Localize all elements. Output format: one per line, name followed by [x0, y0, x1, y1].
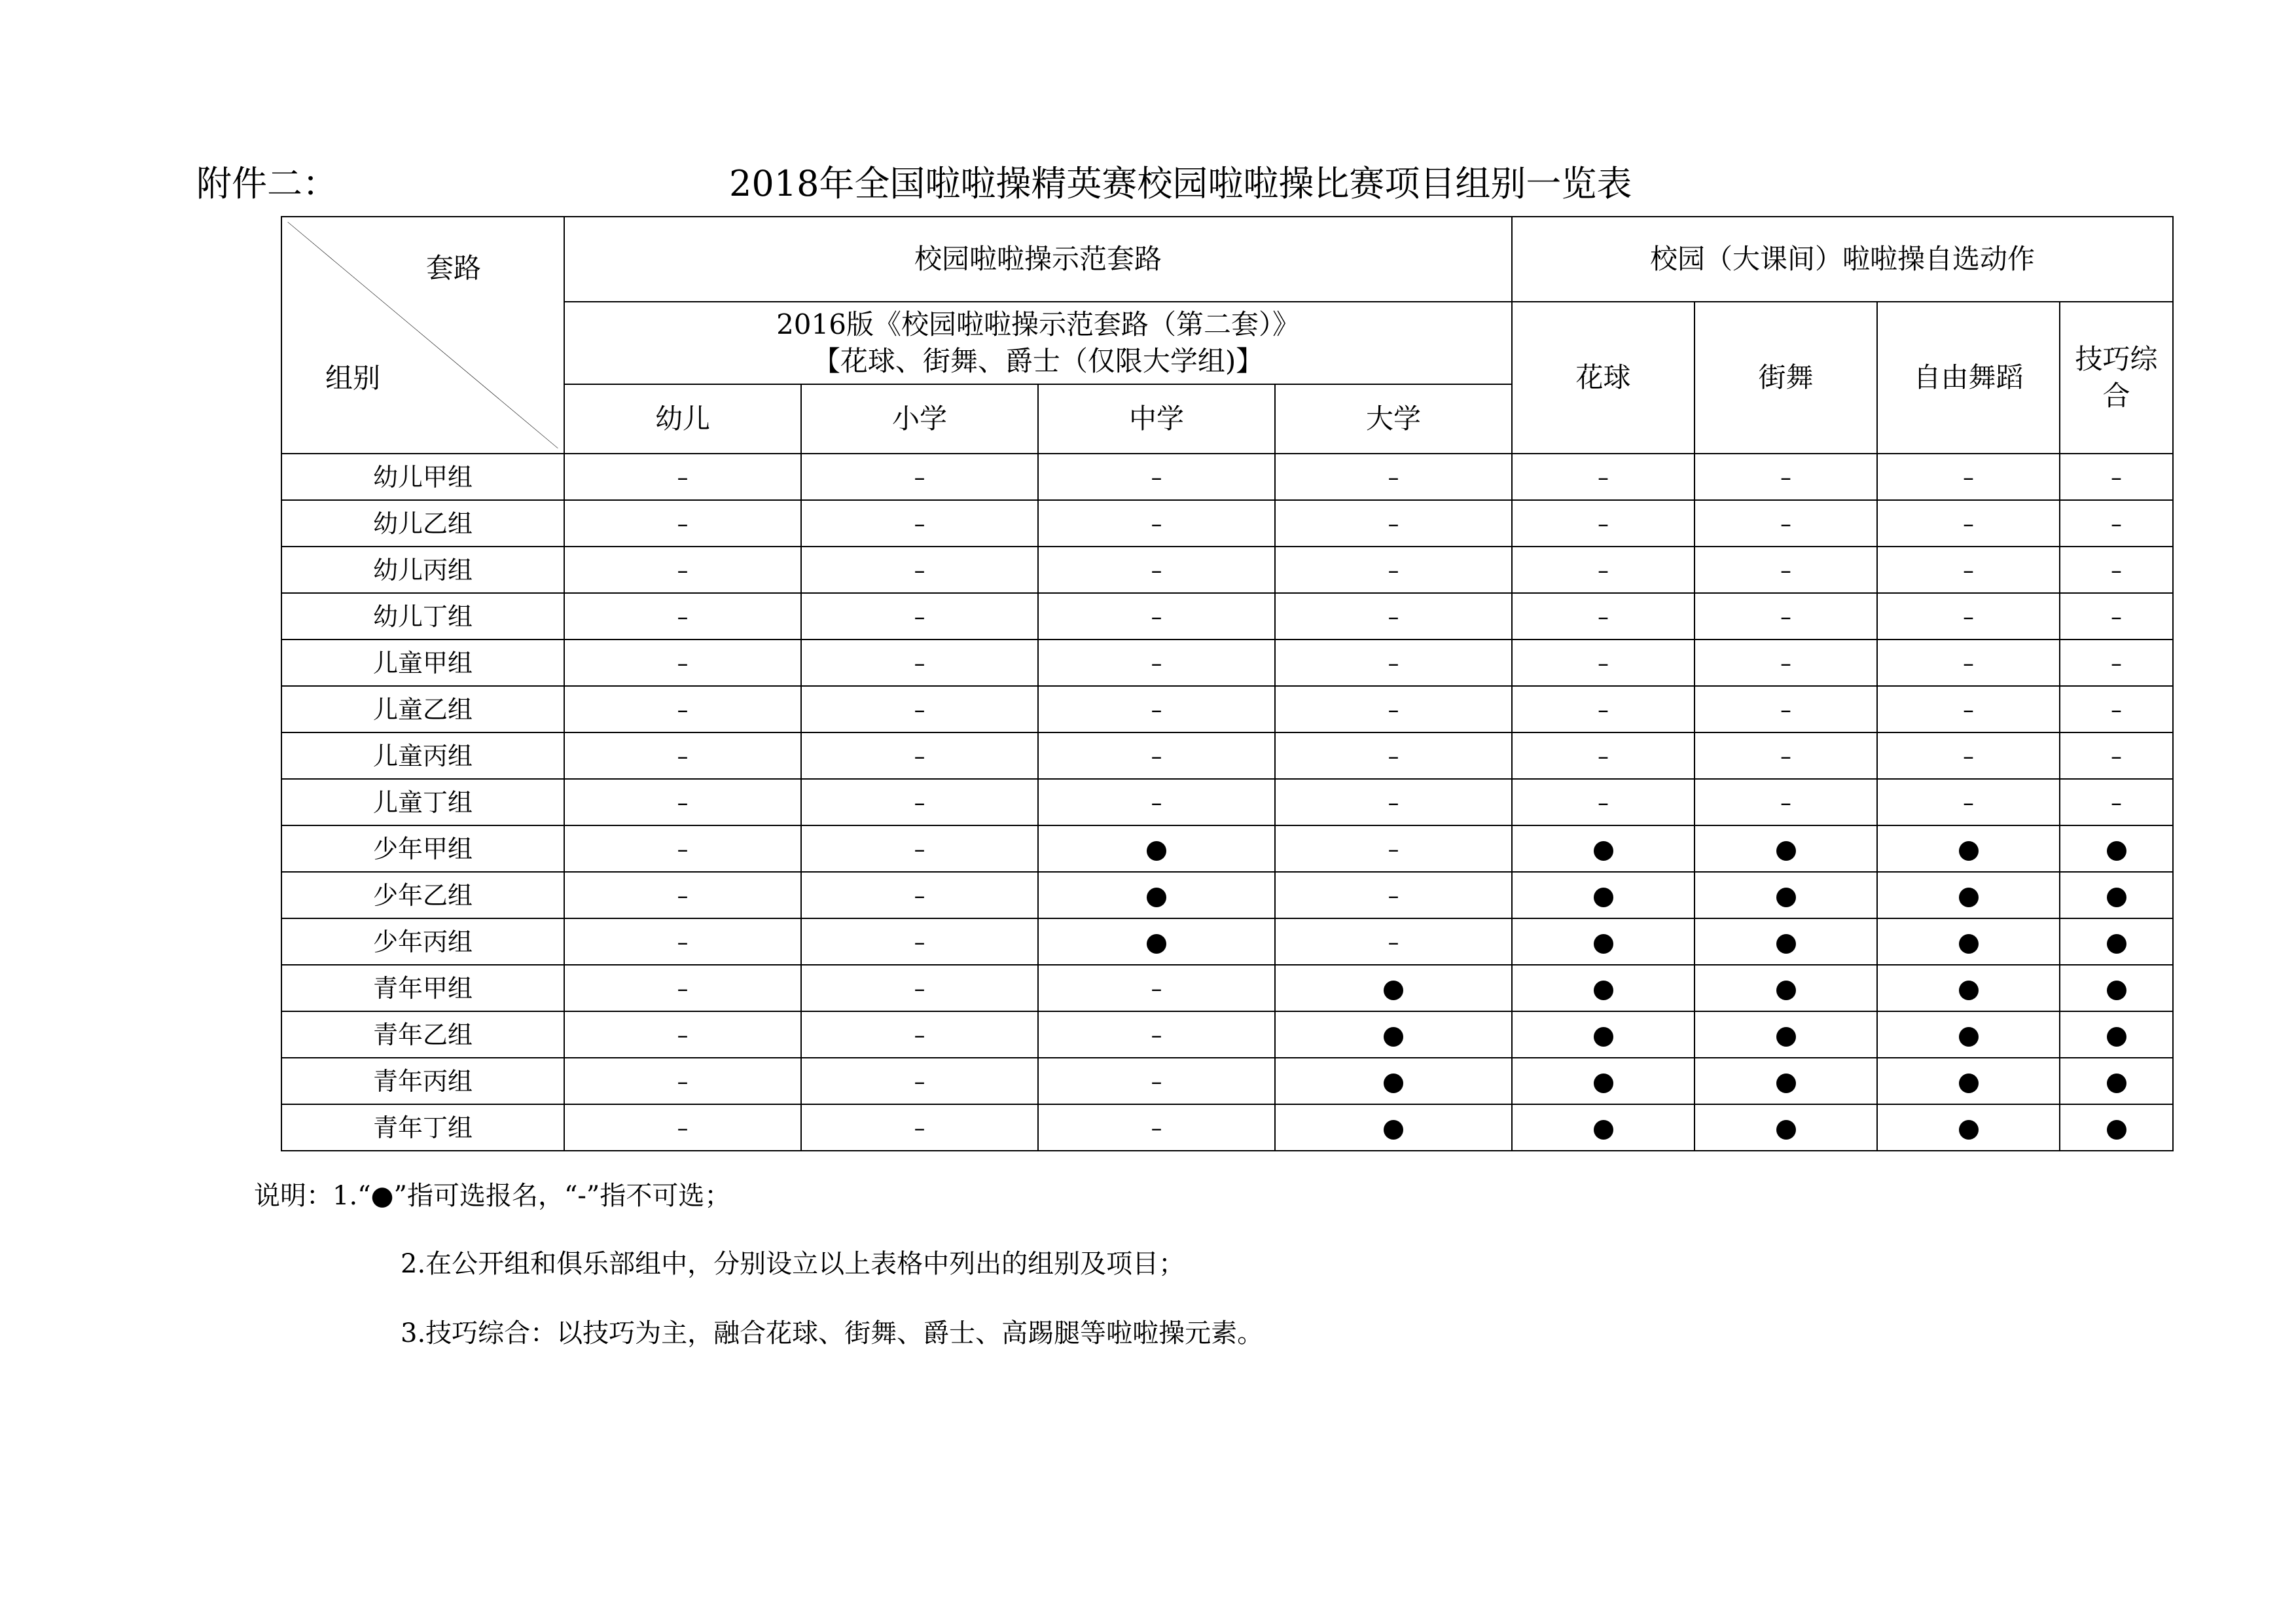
unavailable-cell	[1512, 732, 1695, 779]
unavailable-dash-icon: –	[2111, 464, 2123, 491]
available-dot-icon	[1776, 1027, 1796, 1047]
available-cell	[1695, 825, 1877, 872]
unavailable-dash-icon: –	[914, 464, 925, 491]
available-cell	[1877, 825, 2060, 872]
row-label: 青年丁组	[281, 1104, 564, 1151]
unavailable-dash-icon: –	[914, 1068, 925, 1095]
unavailable-cell	[801, 1058, 1038, 1104]
unavailable-cell	[1512, 779, 1695, 825]
unavailable-dash-icon: –	[1151, 604, 1162, 630]
unavailable-cell	[564, 779, 801, 825]
unavailable-dash-icon: –	[914, 882, 925, 909]
unavailable-dash-icon: –	[914, 929, 925, 956]
unavailable-cell	[1512, 454, 1695, 500]
unavailable-cell	[801, 825, 1038, 872]
note-line-2: 2.在公开组和俱乐部组中，分别设立以上表格中列出的组别及项目；	[401, 1249, 1185, 1279]
available-dot-icon	[1959, 934, 1979, 954]
unavailable-dash-icon: –	[1598, 511, 1609, 537]
available-cell	[1695, 1058, 1877, 1104]
row-label: 青年丙组	[281, 1058, 564, 1104]
event-group-table	[281, 216, 2174, 1151]
unavailable-cell	[2060, 593, 2173, 640]
available-cell	[1695, 872, 1877, 918]
unavailable-cell	[1275, 686, 1512, 732]
available-dot-icon	[1147, 841, 1166, 861]
available-dot-icon	[2107, 888, 2126, 907]
unavailable-dash-icon: –	[2111, 604, 2123, 630]
row-label: 青年乙组	[281, 1011, 564, 1058]
unavailable-dash-icon: –	[1780, 696, 1792, 723]
unavailable-dash-icon: –	[1963, 650, 1975, 677]
available-dot-icon	[1384, 981, 1403, 1000]
unavailable-dash-icon: –	[2111, 789, 2123, 816]
unavailable-dash-icon: –	[914, 557, 925, 584]
unavailable-cell	[1038, 965, 1275, 1011]
available-dot-icon	[1384, 1074, 1403, 1093]
available-cell	[1695, 918, 1877, 965]
unavailable-cell	[1038, 593, 1275, 640]
note-line-3: 3.技巧综合：以技巧为主，融合花球、街舞、爵士、高踢腿等啦啦操元素。	[401, 1318, 1264, 1348]
unavailable-cell	[801, 593, 1038, 640]
unavailable-cell	[1695, 547, 1877, 593]
unavailable-dash-icon: –	[2111, 511, 2123, 537]
row-label: 儿童甲组	[281, 640, 564, 686]
table-row	[281, 547, 2173, 593]
available-cell	[1695, 1011, 1877, 1058]
unavailable-cell	[1512, 593, 1695, 640]
available-cell	[2060, 918, 2173, 965]
available-dot-icon	[1594, 934, 1613, 954]
unavailable-cell	[1275, 825, 1512, 872]
table-row	[281, 965, 2173, 1011]
column-header-kindergarten: 幼儿	[564, 384, 801, 454]
available-cell	[2060, 1011, 2173, 1058]
unavailable-dash-icon: –	[1598, 743, 1609, 770]
unavailable-dash-icon: –	[677, 1115, 689, 1142]
available-cell	[2060, 872, 2173, 918]
unavailable-dash-icon: –	[1598, 557, 1609, 584]
available-dot-icon	[2107, 1027, 2126, 1047]
unavailable-dash-icon: –	[1151, 464, 1162, 491]
unavailable-cell	[1695, 640, 1877, 686]
unavailable-cell	[1877, 640, 2060, 686]
unavailable-dash-icon: –	[1388, 789, 1399, 816]
available-cell	[1275, 1011, 1512, 1058]
unavailable-cell	[801, 454, 1038, 500]
unavailable-dash-icon: –	[1388, 511, 1399, 537]
row-label: 幼儿甲组	[281, 454, 564, 500]
unavailable-dash-icon: –	[914, 1022, 925, 1049]
row-label: 幼儿丁组	[281, 593, 564, 640]
available-cell	[1512, 1011, 1695, 1058]
available-dot-icon	[1594, 888, 1613, 907]
corner-label-group: 组别	[325, 362, 381, 394]
unavailable-dash-icon: –	[1151, 1115, 1162, 1142]
unavailable-cell	[1038, 1104, 1275, 1151]
available-dot-icon	[1594, 1027, 1613, 1047]
row-label: 幼儿丙组	[281, 547, 564, 593]
unavailable-cell	[1877, 593, 2060, 640]
unavailable-cell	[1877, 686, 2060, 732]
unavailable-dash-icon: –	[1151, 743, 1162, 770]
unavailable-dash-icon: –	[914, 604, 925, 630]
unavailable-cell	[1038, 1011, 1275, 1058]
available-dot-icon	[1594, 981, 1613, 1000]
unavailable-cell	[1038, 1058, 1275, 1104]
unavailable-cell	[564, 500, 801, 547]
unavailable-dash-icon: –	[914, 836, 925, 863]
table-row	[281, 454, 2173, 500]
corner-label-routine: 套路	[426, 252, 482, 284]
unavailable-dash-icon: –	[2111, 650, 2123, 677]
unavailable-cell	[1877, 779, 2060, 825]
unavailable-dash-icon: –	[914, 789, 925, 816]
unavailable-cell	[2060, 500, 2173, 547]
header-demo-subtitle-line2: 【花球、街舞、爵士（仅限大学组)】	[812, 345, 1264, 377]
unavailable-dash-icon: –	[1780, 511, 1792, 537]
available-dot-icon	[1959, 1074, 1979, 1093]
row-label: 少年甲组	[281, 825, 564, 872]
unavailable-cell	[801, 500, 1038, 547]
available-dot-icon	[2107, 934, 2126, 954]
column-header-pompom: 花球	[1512, 302, 1695, 454]
available-dot-icon	[2107, 981, 2126, 1000]
unavailable-dash-icon: –	[2111, 696, 2123, 723]
available-dot-icon	[1147, 934, 1166, 954]
unavailable-dash-icon: –	[1598, 650, 1609, 677]
unavailable-cell	[1877, 547, 2060, 593]
table-row	[281, 1104, 2173, 1151]
unavailable-dash-icon: –	[1388, 836, 1399, 863]
available-cell	[1275, 1058, 1512, 1104]
unavailable-dash-icon: –	[1388, 604, 1399, 630]
unavailable-dash-icon: –	[1151, 1022, 1162, 1049]
unavailable-cell	[1695, 593, 1877, 640]
unavailable-cell	[564, 1104, 801, 1151]
unavailable-dash-icon: –	[2111, 557, 2123, 584]
row-label: 儿童乙组	[281, 686, 564, 732]
row-label: 儿童丙组	[281, 732, 564, 779]
table-row	[281, 779, 2173, 825]
unavailable-dash-icon: –	[1780, 743, 1792, 770]
unavailable-cell	[2060, 640, 2173, 686]
unavailable-cell	[1512, 500, 1695, 547]
unavailable-dash-icon: –	[1963, 604, 1975, 630]
unavailable-cell	[564, 686, 801, 732]
unavailable-dash-icon: –	[1963, 743, 1975, 770]
unavailable-dash-icon: –	[1963, 511, 1975, 537]
unavailable-cell	[564, 640, 801, 686]
available-cell	[1877, 965, 2060, 1011]
unavailable-cell	[564, 1058, 801, 1104]
unavailable-cell	[1275, 732, 1512, 779]
unavailable-cell	[2060, 454, 2173, 500]
available-dot-icon	[1776, 981, 1796, 1000]
unavailable-cell	[1275, 918, 1512, 965]
unavailable-cell	[2060, 732, 2173, 779]
unavailable-cell	[1877, 732, 2060, 779]
available-cell	[1877, 918, 2060, 965]
unavailable-cell	[801, 547, 1038, 593]
unavailable-cell	[1038, 547, 1275, 593]
column-header-university: 大学	[1275, 384, 1512, 454]
available-dot-icon	[2107, 841, 2126, 861]
unavailable-cell	[801, 732, 1038, 779]
corner-diagonal-line	[282, 217, 564, 453]
unavailable-dash-icon: –	[1963, 696, 1975, 723]
unavailable-cell	[564, 454, 801, 500]
unavailable-dash-icon: –	[1151, 1068, 1162, 1095]
table-row	[281, 872, 2173, 918]
available-cell	[1512, 872, 1695, 918]
unavailable-dash-icon: –	[914, 650, 925, 677]
header-demo-routine: 校园啦啦操示范套路	[564, 217, 1512, 302]
available-dot-icon	[1776, 1074, 1796, 1093]
unavailable-dash-icon: –	[1598, 789, 1609, 816]
unavailable-cell	[801, 1104, 1038, 1151]
unavailable-dash-icon: –	[677, 789, 689, 816]
unavailable-dash-icon: –	[677, 557, 689, 584]
table-body	[281, 454, 2173, 1151]
unavailable-dash-icon: –	[2111, 743, 2123, 770]
unavailable-cell	[801, 686, 1038, 732]
unavailable-dash-icon: –	[1388, 464, 1399, 491]
available-cell	[1877, 1104, 2060, 1151]
unavailable-dash-icon: –	[1963, 789, 1975, 816]
unavailable-cell	[801, 779, 1038, 825]
unavailable-dash-icon: –	[677, 1068, 689, 1095]
available-dot-icon	[1147, 888, 1166, 907]
available-dot-icon	[1959, 981, 1979, 1000]
unavailable-dash-icon: –	[1963, 557, 1975, 584]
unavailable-cell	[1512, 547, 1695, 593]
unavailable-dash-icon: –	[914, 511, 925, 537]
unavailable-dash-icon: –	[677, 511, 689, 537]
unavailable-cell	[1275, 500, 1512, 547]
unavailable-cell	[1038, 454, 1275, 500]
unavailable-cell	[1877, 454, 2060, 500]
row-label: 少年乙组	[281, 872, 564, 918]
row-label: 青年甲组	[281, 965, 564, 1011]
available-dot-icon	[1959, 1120, 1979, 1140]
unavailable-cell	[564, 918, 801, 965]
unavailable-dash-icon: –	[1388, 696, 1399, 723]
unavailable-dash-icon: –	[1151, 511, 1162, 537]
column-header-skills: 技巧综合	[2060, 302, 2173, 454]
unavailable-cell	[564, 965, 801, 1011]
available-cell	[1512, 965, 1695, 1011]
unavailable-cell	[1695, 686, 1877, 732]
available-dot-icon	[1776, 841, 1796, 861]
column-header-free-dance: 自由舞蹈	[1877, 302, 2060, 454]
document-title: 2018年全国啦啦操精英赛校园啦啦操比赛项目组别一览表	[729, 163, 1632, 204]
unavailable-dash-icon: –	[914, 696, 925, 723]
unavailable-cell	[2060, 547, 2173, 593]
unavailable-cell	[1038, 779, 1275, 825]
unavailable-dash-icon: –	[677, 836, 689, 863]
unavailable-cell	[801, 872, 1038, 918]
table-row	[281, 1058, 2173, 1104]
header-free-routine: 校园（大课间）啦啦操自选动作	[1512, 217, 2173, 302]
unavailable-dash-icon: –	[677, 696, 689, 723]
available-dot-icon	[1594, 1074, 1613, 1093]
available-cell	[2060, 1058, 2173, 1104]
available-cell	[2060, 825, 2173, 872]
unavailable-cell	[1275, 872, 1512, 918]
available-cell	[1877, 872, 2060, 918]
unavailable-dash-icon: –	[677, 650, 689, 677]
available-dot-icon	[2107, 1120, 2126, 1140]
unavailable-cell	[564, 872, 801, 918]
unavailable-cell	[2060, 779, 2173, 825]
table-row	[281, 1011, 2173, 1058]
available-dot-icon	[1384, 1027, 1403, 1047]
available-cell	[1512, 1058, 1695, 1104]
available-dot-icon	[1959, 1027, 1979, 1047]
unavailable-cell	[564, 732, 801, 779]
unavailable-cell	[1695, 500, 1877, 547]
unavailable-dash-icon: –	[1963, 464, 1975, 491]
table-row	[281, 825, 2173, 872]
available-cell	[1512, 918, 1695, 965]
available-cell	[1695, 1104, 1877, 1151]
available-dot-icon	[1776, 934, 1796, 954]
unavailable-dash-icon: –	[1780, 604, 1792, 630]
available-cell	[1038, 918, 1275, 965]
available-cell	[1512, 825, 1695, 872]
unavailable-dash-icon: –	[1151, 975, 1162, 1002]
unavailable-dash-icon: –	[1388, 929, 1399, 956]
row-label: 儿童丁组	[281, 779, 564, 825]
unavailable-cell	[801, 1011, 1038, 1058]
available-cell	[1038, 825, 1275, 872]
unavailable-dash-icon: –	[1151, 650, 1162, 677]
row-label: 幼儿乙组	[281, 500, 564, 547]
available-cell	[2060, 1104, 2173, 1151]
unavailable-dash-icon: –	[1780, 789, 1792, 816]
column-header-hiphop: 街舞	[1695, 302, 1877, 454]
column-header-middle: 中学	[1038, 384, 1275, 454]
unavailable-cell	[1275, 454, 1512, 500]
available-cell	[2060, 965, 2173, 1011]
note-line-1: 说明：1.“●”指可选报名，“-”指不可选；	[254, 1181, 731, 1211]
header-demo-subtitle-line1: 2016版《校园啦啦操示范套路（第二套）》	[776, 308, 1300, 340]
unavailable-dash-icon: –	[1388, 882, 1399, 909]
unavailable-dash-icon: –	[677, 929, 689, 956]
corner-header-cell	[281, 217, 564, 454]
attachment-label: 附件二：	[196, 163, 338, 204]
unavailable-cell	[564, 825, 801, 872]
unavailable-cell	[1275, 547, 1512, 593]
unavailable-cell	[2060, 686, 2173, 732]
unavailable-cell	[1877, 500, 2060, 547]
unavailable-dash-icon: –	[677, 1022, 689, 1049]
unavailable-dash-icon: –	[1151, 557, 1162, 584]
available-dot-icon	[1776, 888, 1796, 907]
unavailable-dash-icon: –	[1598, 464, 1609, 491]
unavailable-dash-icon: –	[1388, 650, 1399, 677]
row-label: 少年丙组	[281, 918, 564, 965]
unavailable-cell	[1512, 686, 1695, 732]
available-cell	[1877, 1011, 2060, 1058]
unavailable-dash-icon: –	[914, 743, 925, 770]
unavailable-dash-icon: –	[677, 464, 689, 491]
unavailable-cell	[564, 547, 801, 593]
unavailable-cell	[1695, 454, 1877, 500]
available-cell	[1275, 1104, 1512, 1151]
unavailable-cell	[1038, 732, 1275, 779]
unavailable-dash-icon: –	[1780, 650, 1792, 677]
unavailable-dash-icon: –	[1780, 464, 1792, 491]
table-row	[281, 500, 2173, 547]
unavailable-cell	[1695, 732, 1877, 779]
available-cell	[1038, 872, 1275, 918]
available-dot-icon	[1384, 1120, 1403, 1140]
table-row	[281, 686, 2173, 732]
unavailable-cell	[564, 593, 801, 640]
unavailable-cell	[801, 918, 1038, 965]
table-row	[281, 593, 2173, 640]
unavailable-cell	[1275, 779, 1512, 825]
header-demo-subtitle	[564, 302, 1512, 384]
table-row	[281, 918, 2173, 965]
available-cell	[1695, 965, 1877, 1011]
unavailable-dash-icon: –	[1780, 557, 1792, 584]
column-header-primary: 小学	[801, 384, 1038, 454]
unavailable-dash-icon: –	[1151, 696, 1162, 723]
available-dot-icon	[1594, 1120, 1613, 1140]
unavailable-cell	[1275, 593, 1512, 640]
unavailable-cell	[1038, 500, 1275, 547]
unavailable-cell	[1695, 779, 1877, 825]
available-dot-icon	[1776, 1120, 1796, 1140]
available-dot-icon	[1959, 888, 1979, 907]
unavailable-dash-icon: –	[677, 743, 689, 770]
unavailable-cell	[1038, 640, 1275, 686]
unavailable-dash-icon: –	[1598, 604, 1609, 630]
unavailable-cell	[1038, 686, 1275, 732]
table-row	[281, 640, 2173, 686]
unavailable-dash-icon: –	[914, 1115, 925, 1142]
available-dot-icon	[1959, 841, 1979, 861]
available-cell	[1275, 965, 1512, 1011]
unavailable-dash-icon: –	[1151, 789, 1162, 816]
unavailable-cell	[1512, 640, 1695, 686]
unavailable-dash-icon: –	[677, 882, 689, 909]
unavailable-dash-icon: –	[1388, 743, 1399, 770]
unavailable-dash-icon: –	[677, 604, 689, 630]
unavailable-cell	[564, 1011, 801, 1058]
table-row	[281, 732, 2173, 779]
unavailable-dash-icon: –	[1598, 696, 1609, 723]
unavailable-dash-icon: –	[1388, 557, 1399, 584]
unavailable-dash-icon: –	[677, 975, 689, 1002]
available-cell	[1512, 1104, 1695, 1151]
available-dot-icon	[2107, 1074, 2126, 1093]
unavailable-cell	[801, 965, 1038, 1011]
available-dot-icon	[1594, 841, 1613, 861]
available-cell	[1877, 1058, 2060, 1104]
unavailable-cell	[1275, 640, 1512, 686]
unavailable-dash-icon: –	[914, 975, 925, 1002]
unavailable-cell	[801, 640, 1038, 686]
